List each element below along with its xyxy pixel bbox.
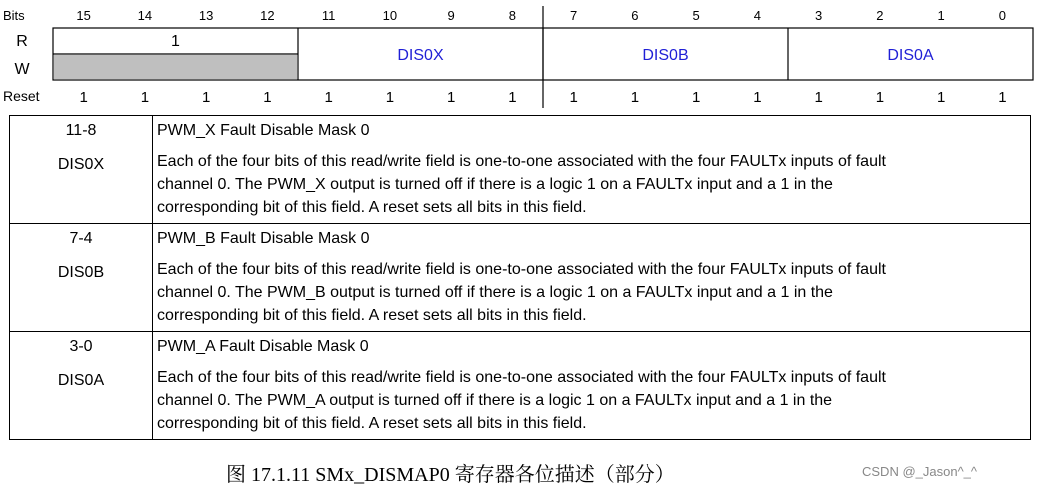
bit-number: 5 (692, 8, 700, 23)
bit-range: 7-4 (69, 230, 93, 247)
bit-number: 2 (876, 8, 884, 23)
field-name: DIS0B (57, 264, 105, 281)
reset-value: 1 (998, 89, 1007, 106)
reset-value: 1 (385, 89, 395, 106)
field-label: DIS0B (642, 47, 689, 64)
field-description (153, 358, 1030, 439)
bit-number-row (76, 8, 1006, 23)
description-row-dis0x (10, 116, 1031, 224)
bits-cell (10, 332, 153, 440)
reset-value: 1 (753, 89, 762, 106)
read-label: R (16, 33, 28, 50)
description-line: channel 0. The PWM_X output is turned off if there is a logic 1 on a FAULTx input and a 1 in the (157, 176, 833, 193)
field-name: DIS0X (57, 156, 105, 173)
reset-value: 1 (324, 89, 333, 106)
reset-value: 1 (936, 89, 946, 106)
bits-label: Bits (3, 8, 25, 23)
bit-number: 11 (321, 8, 336, 23)
bit-number: 0 (998, 8, 1006, 23)
field-name: DIS0A (57, 372, 105, 389)
register-bit-diagram (0, 0, 1041, 112)
bit-number: 14 (137, 8, 153, 23)
reset-value: 1 (875, 89, 885, 106)
field-label: DIS0A (887, 47, 934, 64)
bit-number: 10 (382, 8, 398, 23)
description-line: Each of the four bits of this read/write field is one-to-one associated with the four FAULTx inputs of fault (157, 369, 886, 386)
description-line: channel 0. The PWM_B output is turned off if there is a logic 1 on a FAULTx input and a 1 in the (157, 284, 833, 301)
figure-caption: 图 17.1.11 SMx_DISMAP0 寄存器各位描述（部分） (226, 464, 675, 486)
reset-value: 1 (630, 89, 640, 106)
description-cell (153, 116, 1031, 224)
description-cell (153, 224, 1031, 332)
description-row-dis0b (10, 224, 1031, 332)
description-line: Each of the four bits of this read/write field is one-to-one associated with the four FAULTx inputs of fault (157, 153, 886, 170)
description-line: corresponding bit of this field. A reset sets all bits in this field. (157, 415, 587, 432)
register-row-labels (3, 8, 40, 104)
bit-range: 3-0 (69, 338, 93, 355)
field-label: DIS0X (397, 47, 444, 64)
bit-number: 4 (753, 8, 761, 23)
description-line: corresponding bit of this field. A reset sets all bits in this field. (157, 307, 587, 324)
field-title: PWM_X Fault Disable Mask 0 (157, 122, 370, 139)
description-line: channel 0. The PWM_A output is turned off if there is a logic 1 on a FAULTx input and a 1 in the (157, 392, 833, 409)
reset-value: 1 (691, 89, 701, 106)
write-label: W (14, 61, 30, 78)
field-title: PWM_B Fault Disable Mask 0 (157, 230, 370, 247)
description-cell (153, 332, 1031, 440)
description-line: corresponding bit of this field. A reset sets all bits in this field. (157, 199, 587, 216)
reset-value: 1 (508, 89, 517, 106)
csdn-watermark: CSDN @_Jason^_^ (862, 464, 977, 479)
field-description (153, 142, 1030, 223)
bits-cell (10, 116, 153, 224)
bit-number: 1 (937, 8, 945, 23)
bit-number: 6 (631, 8, 639, 23)
bit-number: 9 (447, 8, 455, 23)
reset-value: 1 (446, 89, 456, 106)
bit-range: 11-8 (65, 122, 97, 139)
bit-number: 3 (815, 8, 823, 23)
reset-value: 1 (569, 89, 578, 106)
description-line: Each of the four bits of this read/write field is one-to-one associated with the four FAULTx inputs of fault (157, 261, 886, 278)
bit-number: 12 (260, 8, 275, 23)
reset-label: Reset (3, 88, 40, 104)
field-description (153, 250, 1030, 331)
description-row-dis0a (10, 332, 1031, 440)
field-title: PWM_A Fault Disable Mask 0 (157, 338, 369, 355)
bit-number: 13 (198, 8, 214, 23)
reset-value: 1 (263, 89, 272, 106)
reset-value: 1 (201, 89, 211, 106)
reset-value: 1 (814, 89, 823, 106)
bit-number: 7 (570, 8, 578, 23)
reset-value: 1 (79, 89, 88, 106)
bit-number: 8 (508, 8, 516, 23)
reset-value: 1 (140, 89, 150, 106)
field-description-table (9, 115, 1031, 440)
bits-cell (10, 224, 153, 332)
reserved-read-value: 1 (171, 33, 180, 50)
bit-number: 15 (76, 8, 91, 23)
reserved-write-fill (54, 55, 297, 79)
